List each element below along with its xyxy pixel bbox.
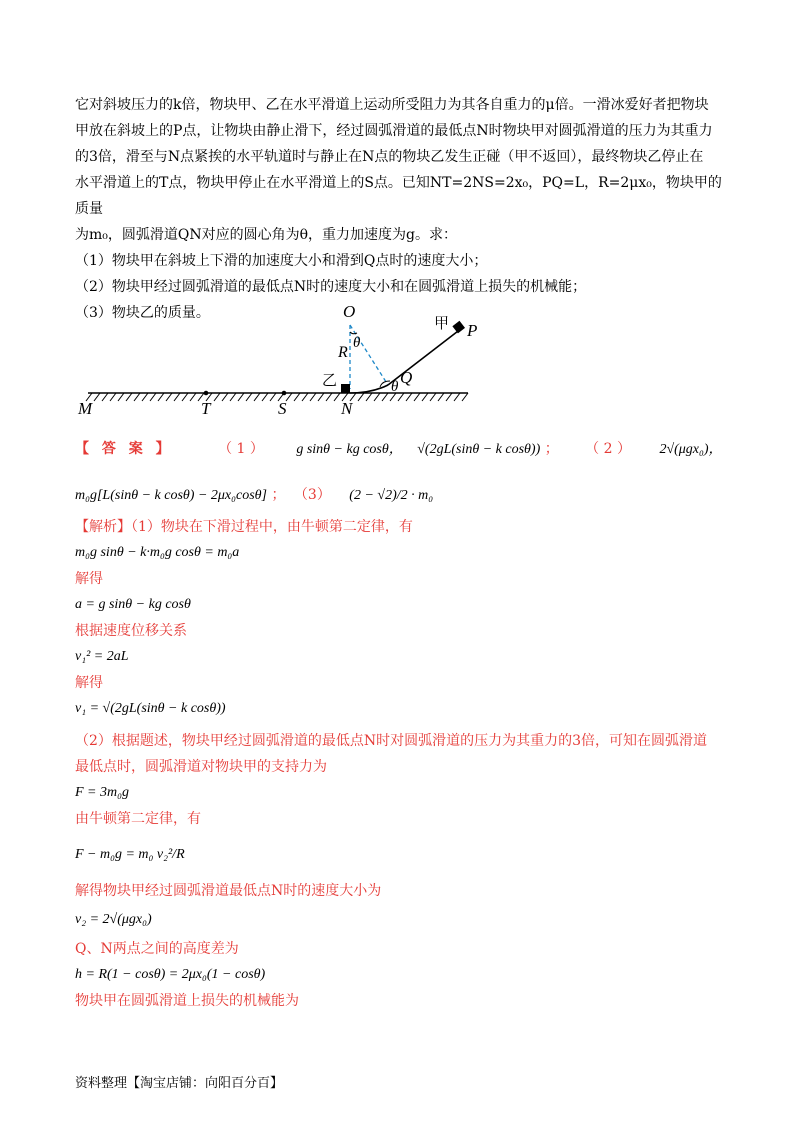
answer-separator: ；	[271, 487, 286, 503]
label-R: R	[338, 344, 348, 361]
problem-line: 为m₀，圆弧滑道QN对应的圆心角为θ，重力加速度为g。求：	[75, 227, 458, 243]
answer-part-3: （3）	[293, 487, 331, 503]
answer-tag: 【 答 案 】	[75, 441, 174, 457]
answer-1-velocity: √(2gL(sinθ − k cosθ))	[417, 442, 541, 457]
ground-hatching	[86, 393, 468, 401]
solution-text: 解得	[75, 675, 103, 691]
point-S	[282, 391, 287, 396]
answer-1-accel: g sinθ − kg cosθ，	[296, 442, 403, 457]
equation: v₁² = 2aL	[75, 649, 129, 664]
equation: F − m₀g = m₀ v₂²/R	[75, 847, 185, 862]
solution-text: 最低点时，圆弧滑道对物块甲的支持力为	[75, 759, 327, 775]
answer-part-1: （ 1 ）	[218, 441, 264, 457]
solution-text: 解得物块甲经过圆弧滑道最低点N时的速度大小为	[75, 883, 382, 899]
label-theta-top: θ	[353, 335, 361, 351]
question-2: （2）物块甲经过圆弧滑道的最低点N时的速度大小和在圆弧滑道上损失的机械能；	[75, 279, 587, 295]
block-jia	[452, 321, 465, 334]
solution-heading: 【解析】（1）物块在下滑过程中，由牛顿第二定律，有	[75, 519, 413, 535]
label-jia: 甲	[434, 316, 450, 332]
label-theta-bottom: θ	[391, 379, 399, 395]
answer-2-velocity: 2√(μgx₀)，	[659, 442, 723, 457]
answer-separator: ；	[544, 441, 559, 457]
equation: h = R(1 − cosθ) = 2μx₀(1 − cosθ)	[75, 967, 266, 982]
question-1: （1）物块甲在斜坡上下滑的加速度大小和滑到Q点时的速度大小；	[75, 253, 488, 269]
block-yi	[341, 384, 350, 393]
answer-2-energy: m₀g[L(sinθ − k cosθ) − 2μx₀cosθ]	[75, 488, 267, 503]
answer-row-2	[75, 484, 433, 504]
problem-line: 水平滑道上的T点，物块甲停止在水平滑道上的S点。已知NT=2NS=2x₀，PQ=L，R=2μx₀，物块甲的质量	[75, 175, 722, 217]
solution-text: 根据速度位移关系	[75, 623, 187, 639]
physics-diagram	[70, 295, 490, 420]
question-3: （3）物块乙的质量。	[75, 305, 210, 321]
label-T: T	[201, 399, 211, 418]
equation: m₀g sinθ − k·m₀g cosθ = m₀a	[75, 545, 240, 560]
label-yi: 乙	[322, 373, 338, 389]
equation: v₁ = √(2gL(sinθ − k cosθ))	[75, 701, 226, 716]
problem-line: 它对斜坡压力的k倍，物块甲、乙在水平滑道上运动所受阻力为其各自重力的μ倍。一滑冰爱好者把物块	[75, 97, 709, 113]
equation: a = g sinθ − kg cosθ	[75, 597, 191, 612]
equation: F = 3m₀g	[75, 785, 129, 800]
arc-track	[350, 385, 388, 393]
solution-text: （2）根据题述，物块甲经过圆弧滑道的最低点N时对圆弧滑道的压力为其重力的3倍，可知在圆弧滑道	[75, 733, 708, 749]
problem-line: 的3倍，滑至与N点紧挨的水平轨道时与静止在N点的物块乙发生正碰（甲不返回），最终物块乙停止在	[75, 149, 704, 165]
solution-text: 由牛顿第二定律，有	[75, 811, 201, 827]
label-S: S	[278, 399, 287, 418]
problem-statement	[75, 92, 725, 326]
label-O: O	[343, 302, 356, 321]
footer-credit: 资料整理【淘宝店铺：向阳百分百】	[75, 1076, 284, 1091]
point-T	[204, 391, 209, 396]
problem-line: 甲放在斜坡上的P点，让物块由静止滑下，经过圆弧滑道的最低点N时物块甲对圆弧滑道的压力为其重力	[75, 123, 713, 139]
label-Q: Q	[400, 368, 413, 387]
solution-text: Q、N两点之间的高度差为	[75, 941, 239, 957]
answer-3-mass: (2 − √2)/2 · m₀	[349, 488, 434, 503]
solution-text: 物块甲在圆弧滑道上损失的机械能为	[75, 993, 299, 1009]
label-N: N	[341, 399, 353, 418]
label-P: P	[467, 321, 478, 340]
label-M: M	[78, 399, 93, 418]
solution	[75, 514, 735, 1014]
angle-arc-top	[350, 332, 357, 334]
solution-text: 解得	[75, 571, 103, 587]
equation: v₂ = 2√(μgx₀)	[75, 912, 152, 927]
answer-row-1	[75, 438, 735, 458]
answer-part-2: （ 2 ）	[585, 441, 631, 457]
